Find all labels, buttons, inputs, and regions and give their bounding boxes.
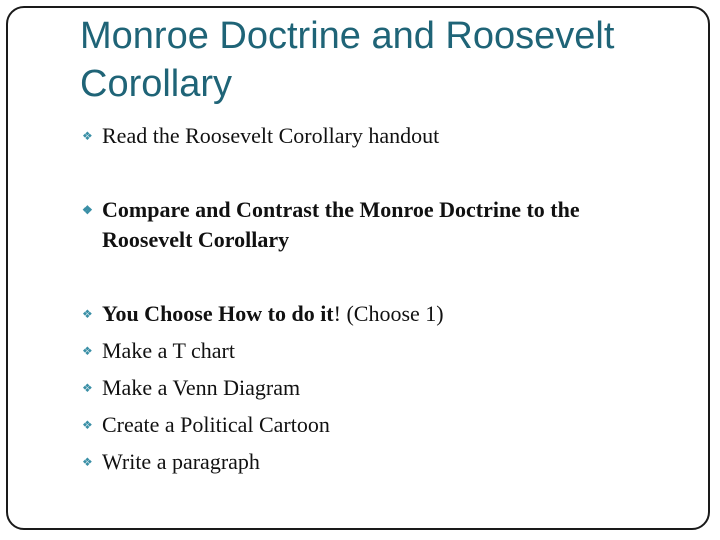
bullet-item-read-handout xyxy=(82,121,682,151)
bullet-item-venn-diagram xyxy=(82,373,682,403)
bullet-text: Create a Political Cartoon xyxy=(102,412,330,437)
bullet-text: Write a paragraph xyxy=(102,449,260,474)
bullet-icon: ❖ xyxy=(82,307,93,321)
bullet-icon: ❖ xyxy=(82,418,93,432)
bullet-item-you-choose xyxy=(82,299,682,329)
bullet-text-bold: You Choose How to do it xyxy=(102,301,334,326)
bullet-item-political-cartoon xyxy=(82,410,682,440)
bullet-icon: ❖ xyxy=(82,381,93,395)
bullet-text: Read the Roosevelt Corollary handout xyxy=(102,123,440,148)
bullet-icon: ❖ xyxy=(82,344,93,358)
bullet-icon: ❖ xyxy=(82,129,93,143)
bullet-item-compare-contrast xyxy=(82,195,682,255)
bullet-text-line2: Roosevelt Corollary xyxy=(102,227,290,252)
bullet-text-line1: Compare and Contrast the Monroe Doctrine to the xyxy=(102,197,580,222)
slide-title: Monroe Doctrine and Roosevelt Corollary xyxy=(80,15,615,105)
bullet-text: Make a T chart xyxy=(102,338,235,363)
bullet-item-paragraph xyxy=(82,447,682,477)
bullet-icon: ❖ xyxy=(82,203,93,217)
bullet-icon: ❖ xyxy=(82,455,93,469)
bullet-item-t-chart xyxy=(82,336,682,366)
bullet-text: Make a Venn Diagram xyxy=(102,375,301,400)
bullet-text-rest: ! (Choose 1) xyxy=(333,301,444,326)
